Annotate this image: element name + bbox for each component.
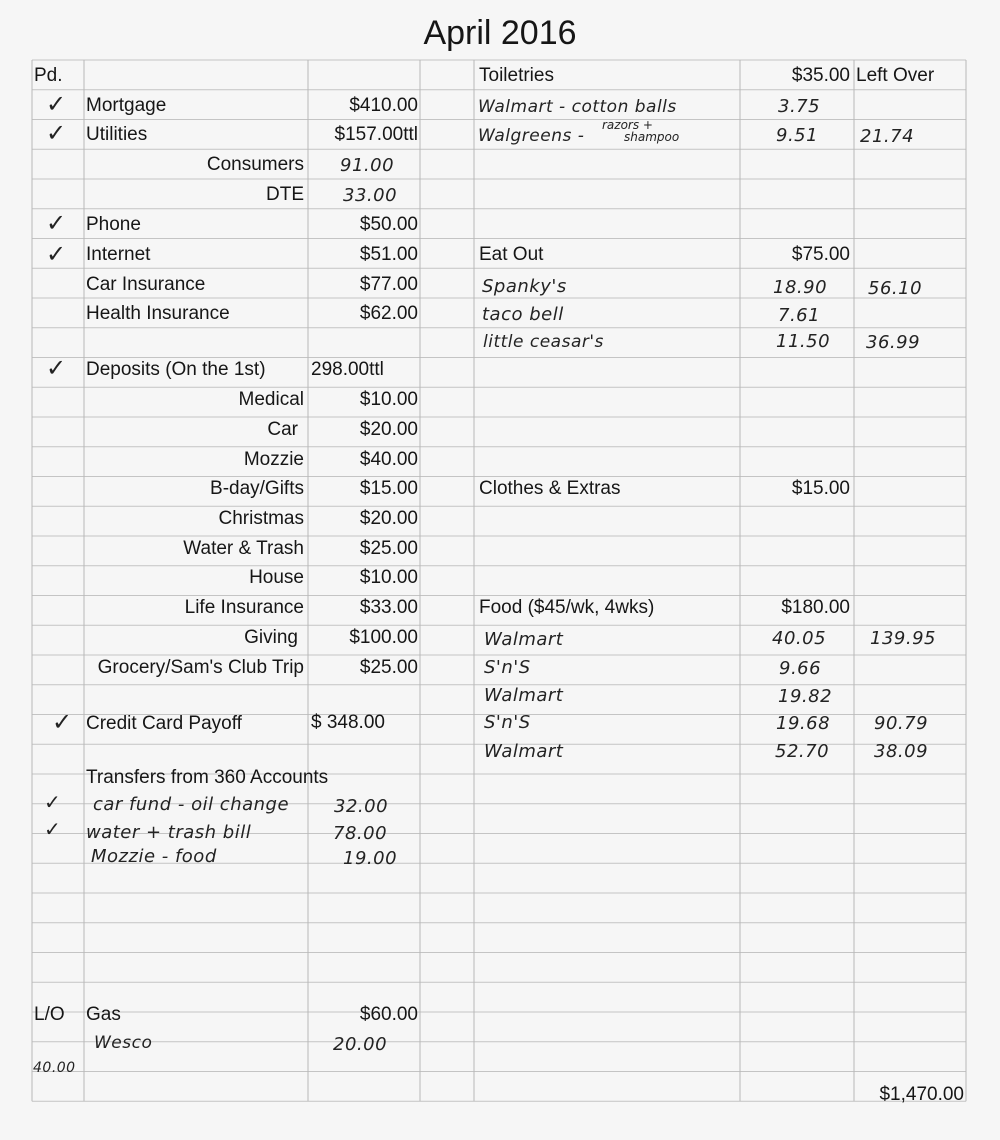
- eat-out-item-label: taco bell: [482, 304, 564, 325]
- food-item-left: 38.09: [874, 741, 929, 762]
- bill-amount-utilities: $157.00ttl: [334, 124, 418, 145]
- transfer-label: car fund - oil change: [93, 794, 290, 815]
- check-mark-icon: ✓: [46, 355, 67, 382]
- transfers-header: Transfers from 360 Accounts: [86, 767, 329, 788]
- toiletries-item-label: Walgreens -: [478, 126, 585, 146]
- bill-label-utilities: Utilities: [86, 124, 148, 145]
- food-item-amount: 19.68: [776, 713, 831, 734]
- deposit-label: Giving: [244, 627, 298, 648]
- eat-out-item-left: 56.10: [868, 278, 923, 299]
- check-mark-icon: ✓: [46, 120, 67, 147]
- check-mark-icon: ✓: [46, 241, 67, 268]
- eat-out-item-amount: 11.50: [776, 331, 831, 352]
- deposit-label: Water & Trash: [183, 538, 304, 559]
- transfer-label: Mozzie - food: [91, 846, 217, 867]
- eat-out-item-label: Spanky's: [482, 276, 567, 297]
- check-mark-icon: ✓: [44, 819, 61, 841]
- bill-amount-health-insurance: $62.00: [359, 303, 418, 324]
- bill-label-mortgage: Mortgage: [86, 95, 167, 116]
- bill-amount-car-insurance: $77.00: [359, 274, 418, 295]
- toiletries-amount: $35.00: [791, 65, 850, 86]
- food-item-label: S'n'S: [484, 712, 531, 733]
- deposit-label: Christmas: [218, 508, 304, 529]
- food-item-left: 139.95: [870, 628, 936, 649]
- deposit-label: Life Insurance: [184, 597, 304, 618]
- gas-item-label: Wesco: [94, 1033, 153, 1053]
- food-item-label: S'n'S: [484, 657, 531, 678]
- eat-out-amount: $75.00: [791, 244, 850, 265]
- eat-out-label: Eat Out: [479, 244, 544, 265]
- toiletries-item-left: 21.74: [860, 126, 915, 147]
- bill-amount-mortgage: $410.00: [349, 95, 418, 116]
- clothes-label: Clothes & Extras: [479, 478, 621, 499]
- credit-card-label: Credit Card Payoff: [86, 713, 242, 734]
- food-item-label: Walmart: [484, 685, 564, 706]
- food-item-amount: 19.82: [778, 686, 833, 707]
- lo-label: L/O: [34, 1004, 65, 1025]
- deposit-label: Car: [267, 419, 298, 440]
- bill-amount-internet: $51.00: [359, 244, 418, 265]
- bill-label-health-insurance: Health Insurance: [86, 303, 230, 324]
- food-item-label: Walmart: [484, 741, 564, 762]
- deposit-amount: $40.00: [359, 449, 418, 470]
- eat-out-item-label: little ceasar's: [483, 332, 604, 352]
- toiletries-item-label: Walmart - cotton balls: [478, 97, 677, 117]
- page-title: April 2016: [423, 14, 577, 52]
- deposit-amount: $100.00: [349, 627, 418, 648]
- check-mark-icon: ✓: [52, 709, 73, 736]
- transfer-amount: 78.00: [333, 823, 388, 844]
- bill-label-car-insurance: Car Insurance: [86, 274, 206, 295]
- deposits-label: Deposits (On the 1st): [86, 359, 266, 380]
- transfer-amount: 32.00: [334, 796, 389, 817]
- gas-amount: $60.00: [359, 1004, 418, 1025]
- deposit-label: B-day/Gifts: [210, 478, 304, 499]
- deposit-amount: $25.00: [359, 538, 418, 559]
- bill-label-phone: Phone: [86, 214, 141, 235]
- deposit-amount: $10.00: [359, 567, 418, 588]
- toiletries-note-top: razors +: [602, 118, 653, 132]
- gas-item-amount: 20.00: [333, 1034, 388, 1055]
- check-mark-icon: ✓: [46, 210, 67, 237]
- toiletries-item-amount: 3.75: [778, 96, 821, 117]
- eat-out-item-left: 36.99: [866, 332, 921, 353]
- left-over-header: Left Over: [856, 65, 935, 86]
- food-item-left: 90.79: [874, 713, 929, 734]
- gas-left-over: 40.00: [33, 1060, 76, 1076]
- food-amount: $180.00: [781, 597, 850, 618]
- clothes-amount: $15.00: [791, 478, 850, 499]
- bill-amount-dte: 33.00: [343, 185, 398, 206]
- check-mark-icon: ✓: [46, 91, 67, 118]
- deposit-label: Mozzie: [243, 449, 304, 470]
- bill-amount-phone: $50.00: [359, 214, 418, 235]
- transfer-amount: 19.00: [343, 848, 398, 869]
- toiletries-label: Toiletries: [479, 65, 554, 86]
- deposit-label: Grocery/Sam's Club Trip: [97, 657, 304, 678]
- food-label: Food ($45/wk, 4wks): [479, 597, 655, 618]
- food-item-amount: 52.70: [775, 741, 830, 762]
- food-item-label: Walmart: [484, 629, 564, 650]
- grand-total: $1,470.00: [879, 1084, 964, 1105]
- deposit-amount: $25.00: [359, 657, 418, 678]
- deposit-amount: $15.00: [359, 478, 418, 499]
- deposit-label: House: [249, 567, 304, 588]
- eat-out-item-amount: 18.90: [773, 277, 828, 298]
- deposit-amount: $33.00: [359, 597, 418, 618]
- toiletries-item-amount: 9.51: [776, 125, 819, 146]
- check-mark-icon: ✓: [44, 792, 61, 814]
- food-item-amount: 9.66: [779, 658, 822, 679]
- deposit-amount: $20.00: [359, 508, 418, 529]
- toiletries-note-bottom: shampoo: [624, 130, 680, 144]
- transfer-label: water + trash bill: [86, 822, 252, 843]
- deposit-amount: $10.00: [359, 389, 418, 410]
- bill-amount-consumers: 91.00: [340, 155, 395, 176]
- deposit-label: Medical: [238, 389, 304, 410]
- food-item-amount: 40.05: [772, 628, 827, 649]
- bill-label-consumers: Consumers: [206, 154, 304, 175]
- bill-label-dte: DTE: [266, 184, 304, 205]
- bill-label-internet: Internet: [86, 244, 151, 265]
- credit-card-amount: $ 348.00: [311, 712, 385, 733]
- pd-header: Pd.: [34, 65, 63, 86]
- deposit-amount: $20.00: [359, 419, 418, 440]
- eat-out-item-amount: 7.61: [778, 305, 821, 326]
- gas-label: Gas: [86, 1004, 121, 1025]
- deposits-total: 298.00ttl: [311, 359, 384, 380]
